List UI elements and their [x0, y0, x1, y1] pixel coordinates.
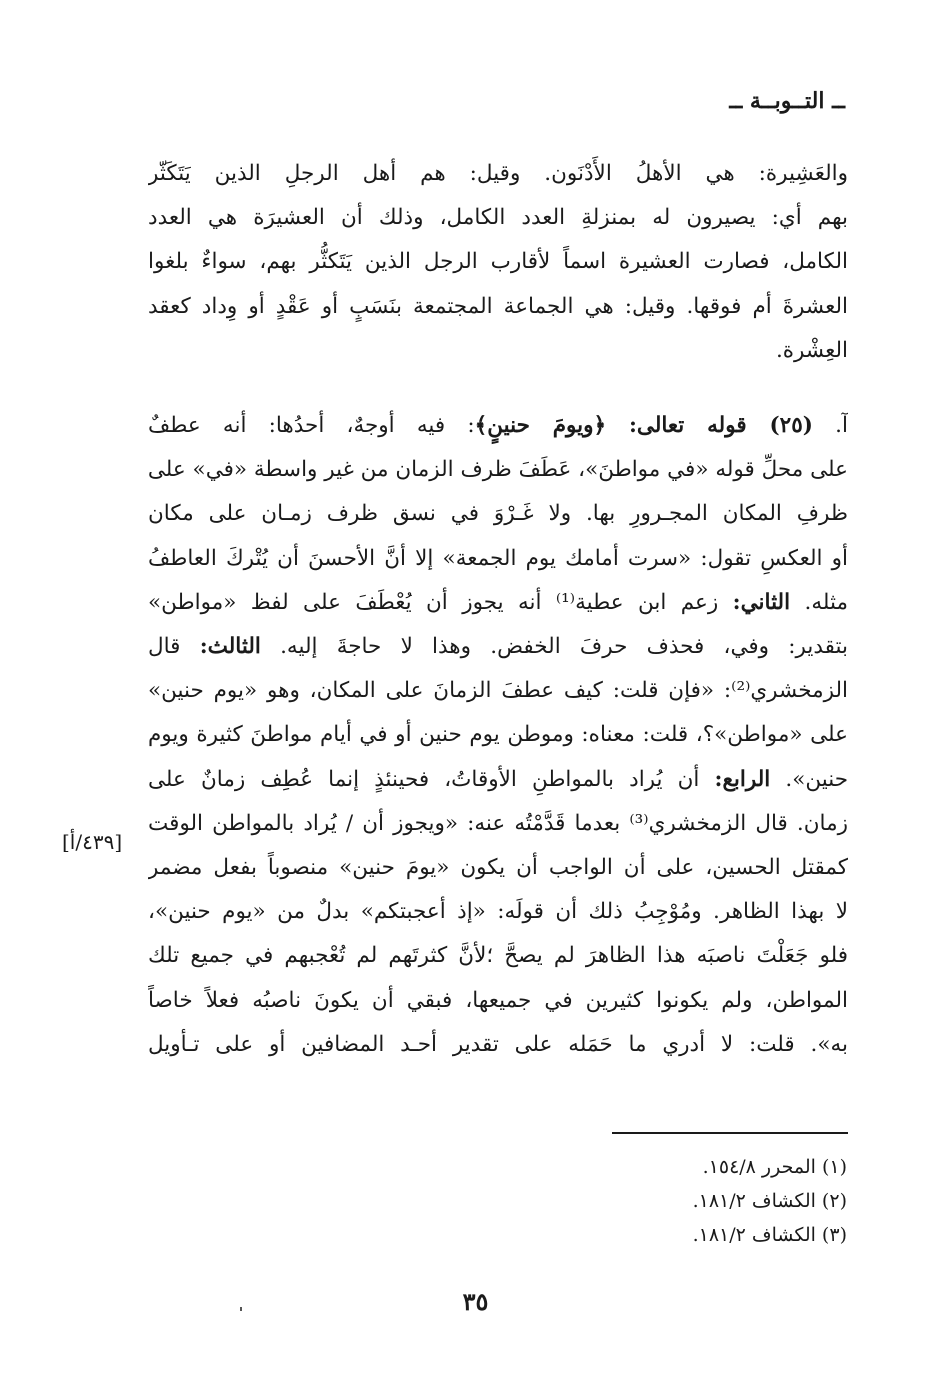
text-line: [148, 581, 848, 625]
text-line: زمان. قال الزمخشري⁽³⁾ بعدما قَدَّمْتُه عنه: «ويجوز أن / يُراد بالمواطن الوقت: [148, 810, 848, 836]
text-fragment: زعم ابن عطية⁽¹⁾ أنه يجوز أن يُعْطَفَ على لفظ «مواطن»: [148, 589, 719, 615]
text-line: به». قلت: لا أدري ما حَمَله على تقدير أحـد المضافين أو على تـأويل: [148, 1031, 848, 1057]
text-fragment: أن يُراد بالمواطنِ الأوقاتُ، فحينئذٍ إنما عُطِف زمانٌ على: [148, 766, 700, 792]
text-fragment: قال: [148, 634, 181, 660]
section-marker: آ.: [835, 413, 848, 438]
point-label: الثاني:: [732, 589, 791, 615]
text-line: المواطن، ولم يكونوا كثيرين في جميعها، فبقي أن يكونَ ناصبُه فعلاً خاصاً: [148, 987, 848, 1013]
verse-heading: (٢٥) قوله تعالى: ﴿ويومَ حنينٍ﴾: [474, 413, 813, 438]
scan-speck: [240, 1307, 242, 1311]
text-line: لا بهذا الظاهر. ومُوْجِبُ ذلك أن قولَه: «إذ أعجبتكم» بدلٌ من «يوم حنين»،: [148, 899, 848, 925]
footnote-item: (١) المحرر ١٥٤/٨.: [702, 1156, 847, 1178]
footnote-divider: [612, 1132, 848, 1134]
text-line: [148, 758, 848, 802]
point-label: الثالث:: [199, 634, 261, 660]
text-line: [148, 625, 848, 669]
text-line: ظرفِ المكان المجـرورِ بها. ولا غَـرْوَ في نسق ظرف زمـان على مكان: [148, 501, 848, 527]
text-line: الزمخشري⁽²⁾: «فإن قلت: كيف عطفَ الزمانَ على المكان، وهو «يوم حنين»: [148, 678, 848, 704]
paragraph-2: [148, 404, 848, 1067]
paragraph-1: [148, 152, 848, 373]
text-line: على محلِّ قوله «في مواطنَ»، عَطَفَ ظرف الزمان من غير واسطة «في» على: [148, 457, 848, 483]
text-fragment: : فيه أوجهٌ، أحدُها: أنه عطفٌ: [148, 413, 475, 438]
text-line: العِشْرة.: [775, 337, 848, 363]
manuscript-folio-ref: [٤٣٩/أ]: [62, 830, 123, 854]
header-title: ــ التــوبــة ــ: [729, 88, 845, 114]
text-line: على «مواطن»؟، قلت: معناه: وموطن يوم حنين أو في أيام مواطنَ كثيرة ويوم: [148, 722, 848, 748]
text-line: أو العكسِ تقول: «سرت أمامك يوم الجمعة» إلا أنَّ الأحسنَ أن يُتْركَ العاطفُ: [148, 545, 848, 571]
text-line: والعَشِيرة: هي الأهلُ الأَدْنَون. وقيل: هم أهل الرجلِ الذين يَتَكَثّر: [148, 161, 848, 186]
text-fragment: مثله.: [804, 589, 848, 615]
text-line: [148, 404, 848, 448]
text-fragment: حنين».: [785, 766, 848, 792]
footnotes: [693, 1150, 847, 1252]
text-line: فلو جَعَلْتَ ناصبَه هذا الظاهرَ لم يصحَّ ؛لأنَّ كثرتَهم لم تُعْجبهم في جميع تلك: [148, 943, 848, 969]
text-line: كمقتل الحسين، على أن الواجب أن يكون «يومَ حنين» منصوباً بفعل مضمر: [148, 855, 848, 881]
text-line: العشرةَ أم فوقها. وقيل: هي الجماعة المجتمعة بنَسَبٍ أو عَقْدٍ أو وِداد كعقد: [148, 293, 848, 319]
footnote-item: (٢) الكشاف ١٨١/٢.: [692, 1190, 847, 1212]
text-line: بهم أي: يصيرون له بمنزلةِ العدد الكامل، وذلك أن العشيرَة هي العدد: [148, 205, 848, 231]
page-number: ٣٥: [462, 1287, 489, 1316]
point-label: الرابع:: [714, 766, 771, 792]
footnote-item: (٣) الكشاف ١٨١/٢.: [692, 1224, 847, 1246]
text-fragment: بتقدير: وفي، فحذف حرفَ الخفض. وهذا لا حاجةَ إليه.: [280, 634, 848, 660]
text-line: الكامل، فصارت العشيرة اسماً لأقارب الرجل الذين يَتَكثُّر بهم، سواءٌ بلغوا: [148, 249, 848, 275]
